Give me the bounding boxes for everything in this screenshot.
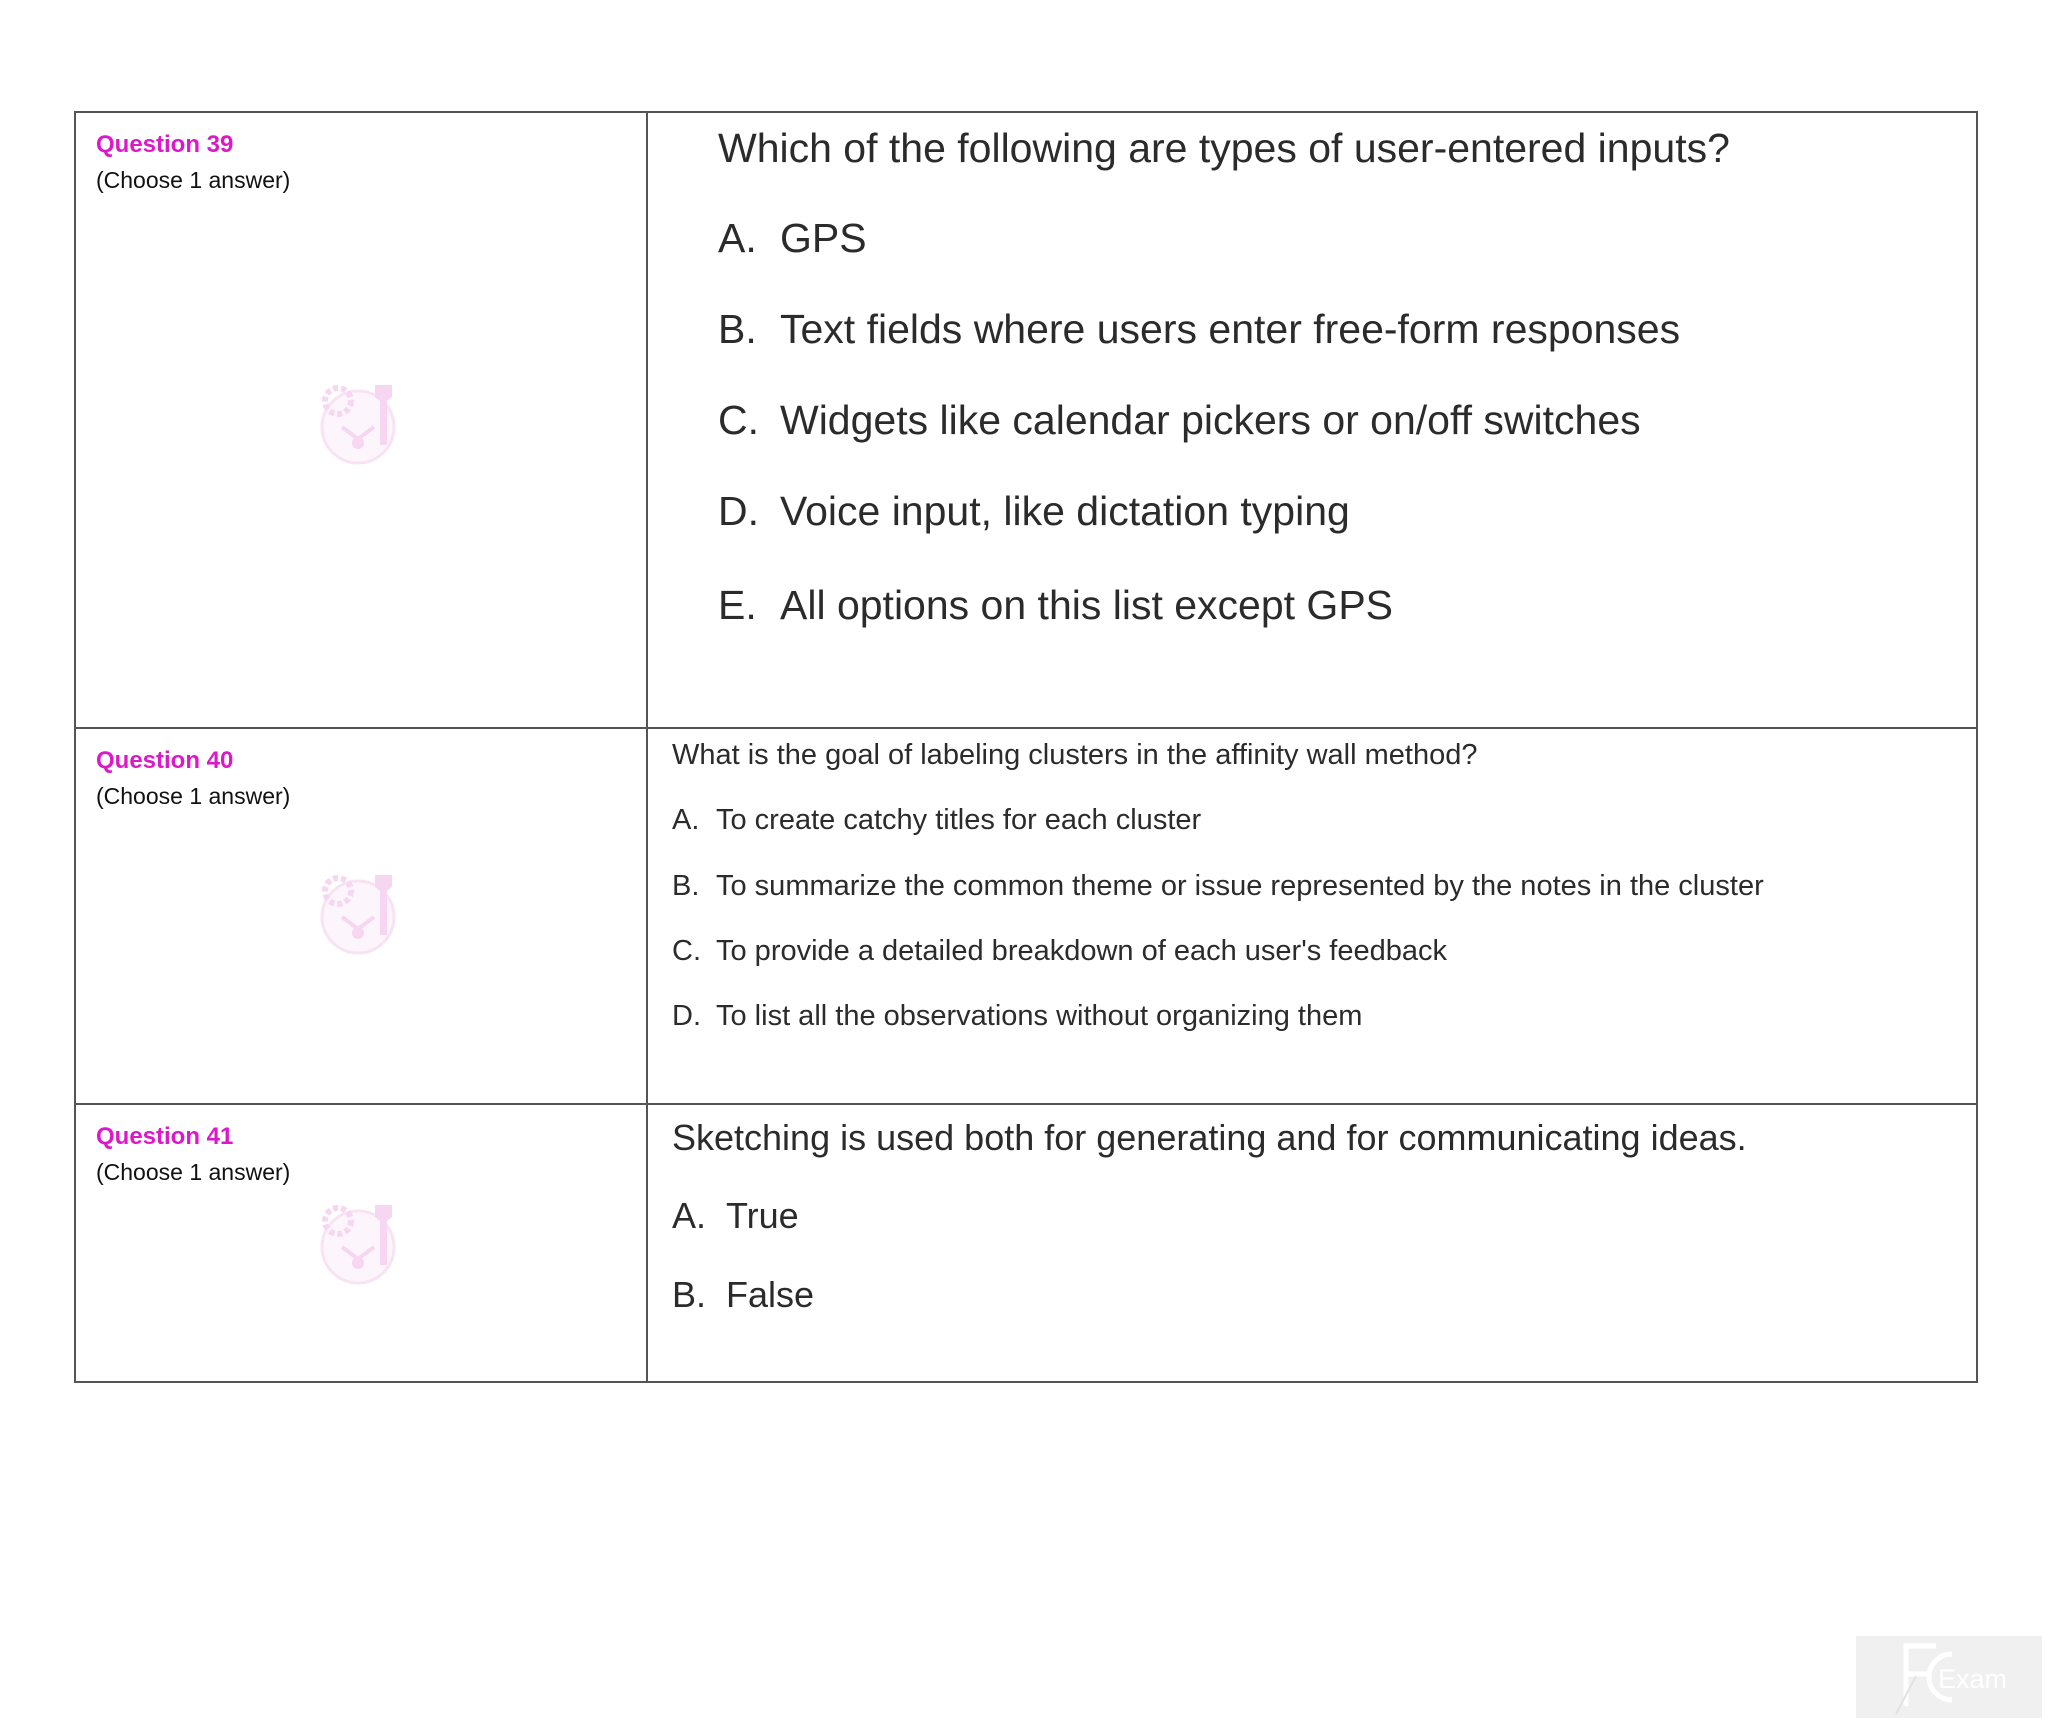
option-text: True bbox=[726, 1195, 799, 1236]
answer-option-a[interactable] bbox=[718, 215, 867, 262]
option-letter: C. bbox=[672, 935, 701, 967]
question-meta-cell bbox=[75, 1104, 647, 1382]
option-text: To create catchy titles for each cluster bbox=[716, 804, 1202, 836]
question-number: Question 41 bbox=[96, 1123, 234, 1150]
question-text: Sketching is used both for generating and for communicating ideas. bbox=[672, 1117, 1747, 1158]
option-letter: D. bbox=[718, 488, 759, 534]
question-body-cell bbox=[647, 1104, 1977, 1382]
option-letter: A. bbox=[718, 215, 757, 261]
question-body-cell bbox=[647, 728, 1977, 1104]
option-letter: B. bbox=[718, 306, 757, 352]
answer-option-c[interactable] bbox=[718, 397, 1641, 444]
option-text: To summarize the common theme or issue represented by the notes in the cluster bbox=[716, 870, 1764, 902]
answer-option-e[interactable] bbox=[718, 582, 1393, 629]
answer-option-b[interactable] bbox=[718, 306, 1680, 353]
choose-instruction: (Choose 1 answer) bbox=[96, 783, 291, 809]
answer-option-d[interactable] bbox=[718, 488, 1350, 535]
option-text: All options on this list except GPS bbox=[780, 582, 1394, 628]
option-letter: A. bbox=[672, 804, 700, 836]
answer-option-a[interactable] bbox=[672, 804, 1201, 837]
option-letter: C. bbox=[718, 397, 759, 443]
question-meta-cell bbox=[75, 112, 647, 728]
logo-text: Exam bbox=[1938, 1664, 2008, 1694]
option-text: To list all the observations without organizing them bbox=[716, 1000, 1363, 1032]
gear-wrench-icon bbox=[308, 375, 408, 467]
answer-option-b[interactable] bbox=[672, 870, 1764, 903]
question-number: Question 39 bbox=[96, 131, 234, 158]
site-logo bbox=[1856, 1636, 2042, 1718]
question-body-cell bbox=[647, 112, 1977, 728]
gear-wrench-icon bbox=[308, 1195, 408, 1287]
question-text: Which of the following are types of user-entered inputs? bbox=[718, 125, 1730, 171]
gear-wrench-icon bbox=[308, 865, 408, 957]
option-letter: A. bbox=[672, 1195, 707, 1236]
option-text: Widgets like calendar pickers or on/off switches bbox=[780, 397, 1641, 443]
question-row-39 bbox=[75, 112, 1977, 728]
option-text: Text fields where users enter free-form responses bbox=[780, 306, 1681, 352]
choose-instruction: (Choose 1 answer) bbox=[96, 1159, 291, 1185]
answer-option-d[interactable] bbox=[672, 1000, 1362, 1033]
answer-option-c[interactable] bbox=[672, 935, 1447, 968]
option-text: Voice input, like dictation typing bbox=[780, 488, 1350, 534]
answer-option-a[interactable] bbox=[672, 1195, 799, 1237]
option-letter: B. bbox=[672, 870, 700, 902]
questions-table bbox=[74, 111, 1978, 1383]
option-letter: D. bbox=[672, 1000, 701, 1032]
option-letter: E. bbox=[718, 582, 757, 628]
question-number: Question 40 bbox=[96, 747, 234, 774]
question-text: What is the goal of labeling clusters in the affinity wall method? bbox=[672, 739, 1478, 771]
question-meta-cell bbox=[75, 728, 647, 1104]
option-text: GPS bbox=[780, 215, 867, 261]
question-row-41 bbox=[75, 1104, 1977, 1382]
choose-instruction: (Choose 1 answer) bbox=[96, 167, 291, 193]
option-text: False bbox=[726, 1274, 815, 1315]
question-row-40 bbox=[75, 728, 1977, 1104]
answer-option-b[interactable] bbox=[672, 1274, 814, 1316]
option-letter: B. bbox=[672, 1274, 707, 1315]
option-text: To provide a detailed breakdown of each user's feedback bbox=[716, 935, 1448, 967]
